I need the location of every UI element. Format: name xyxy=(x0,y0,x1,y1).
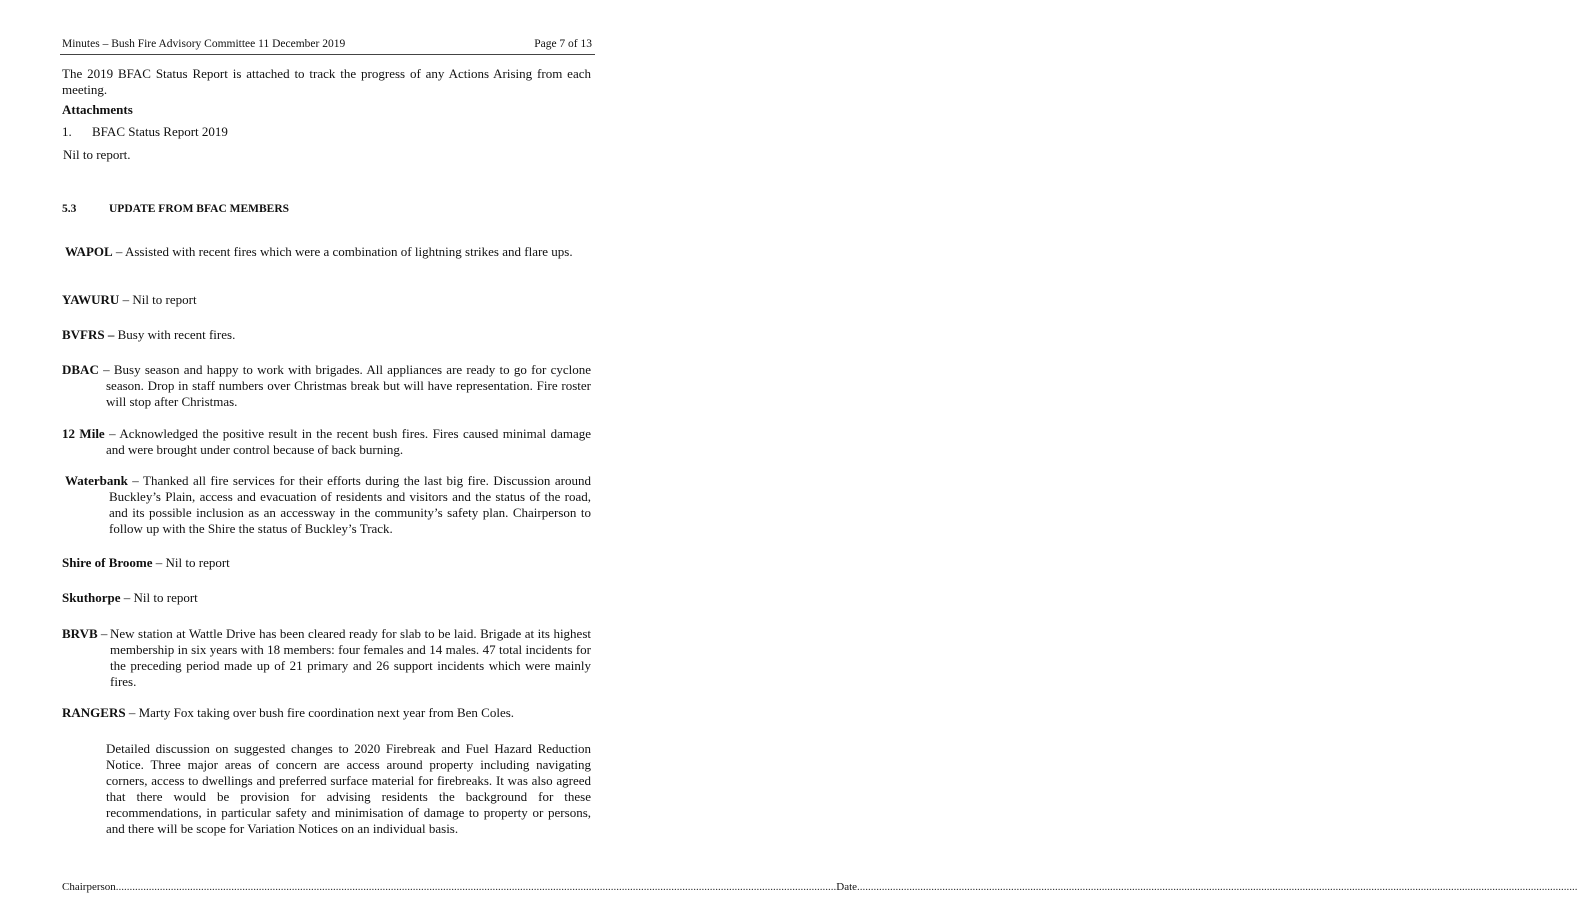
member-name: Waterbank xyxy=(65,473,128,488)
header-title: Minutes – Bush Fire Advisory Committee 11 December 2019 xyxy=(62,38,346,50)
member-update-rangers xyxy=(62,705,591,721)
attachments-note: Nil to report. xyxy=(63,147,131,162)
member-text: – Marty Fox taking over bush fire coordination next year from Ben Coles. xyxy=(125,705,515,720)
member-update-12-mile xyxy=(62,426,591,458)
attachment-item-text: BFAC Status Report 2019 xyxy=(92,124,228,139)
member-text: Busy with recent fires. xyxy=(114,327,236,342)
member-name: 12 Mile xyxy=(62,426,105,441)
member-text: – Nil to report xyxy=(152,555,230,570)
discussion-paragraph: Detailed discussion on suggested changes to 2020 Firebreak and Fuel Hazard Reduction Notice. Three major areas of concern are access around property including navigating corners, access to dwellings and preferred surface material for firebreaks. It was also agreed that there would be provision for advising residents the background for these recommendations, in particular safety and minimisation of damage to property or persons, and there will be scope for Variation Notices on an individual basis. xyxy=(106,741,591,836)
member-name: BVFRS – xyxy=(62,327,115,342)
member-name: Shire of Broome xyxy=(62,555,153,570)
member-update-shire-of-broome xyxy=(62,555,591,571)
member-update-waterbank xyxy=(65,473,591,537)
brvb-dash: – xyxy=(100,626,108,641)
member-name: YAWURU xyxy=(62,292,120,307)
member-text: – Assisted with recent fires which were a combination of lightning strikes and flare ups. xyxy=(112,244,573,259)
attachment-item-number: 1. xyxy=(62,124,72,139)
member-name: WAPOL xyxy=(65,244,113,259)
member-name: RANGERS xyxy=(62,705,126,720)
signature-footer xyxy=(62,881,1578,893)
attachment-item xyxy=(62,124,591,140)
member-text: – Nil to report xyxy=(119,292,197,307)
member-update-brvb xyxy=(62,626,591,690)
intro-paragraph: The 2019 BFAC Status Report is attached to track the progress of any Actions Arising from each meeting. xyxy=(62,66,591,97)
member-text: – Nil to report xyxy=(120,590,198,605)
page-header xyxy=(62,38,592,50)
header-rule xyxy=(60,54,595,55)
member-update-bvfrs xyxy=(62,327,591,343)
member-update-yawuru xyxy=(62,292,591,308)
chairperson-label: Chairperson xyxy=(62,881,116,893)
member-name: DBAC xyxy=(62,362,99,377)
section-title: UPDATE FROM BFAC MEMBERS xyxy=(109,203,290,215)
date-line: ...................................................................................................................................................................................................................................................................... xyxy=(857,881,1578,893)
member-update-wapol xyxy=(65,244,591,260)
member-text: – Busy season and happy to work with brigades. All appliances are ready to go for cyclone season. Drop in staff numbers over Christmas break but will have representation. Fire roster will stop after Christmas. xyxy=(98,362,591,409)
attachments-heading: Attachments xyxy=(62,102,133,117)
member-update-dbac xyxy=(62,362,591,410)
date-label: Date xyxy=(836,881,858,893)
member-update-skuthorpe xyxy=(62,590,591,606)
section-number: 5.3 xyxy=(62,203,77,215)
member-text: New station at Wattle Drive has been cleared ready for slab to be laid. Brigade at its highest membership in six years with 18 members: four females and 14 males. 47 total incidents for the preceding period made up of 21 primary and 26 support incidents which were mainly fires. xyxy=(110,626,591,689)
chairperson-signature-line: ...................................................................................................................................................................................................................................................................... xyxy=(115,881,837,893)
member-text: – Thanked all fire services for their efforts during the last big fire. Discussion around Buckley’s Plain, access and evacuation of residents and visitors and the status of the road, and its possible inclusion as an accessway in the community’s safety plan. Chairperson to follow up with the Shire the status of Buckley’s Track. xyxy=(109,473,591,536)
member-text: – Acknowledged the positive result in the recent bush fires. Fires caused minimal damage and were brought under control because of back burning. xyxy=(104,426,591,457)
member-name: Skuthorpe xyxy=(62,590,121,605)
member-name: BRVB xyxy=(62,626,98,641)
header-page-number: Page 7 of 13 xyxy=(534,38,592,50)
